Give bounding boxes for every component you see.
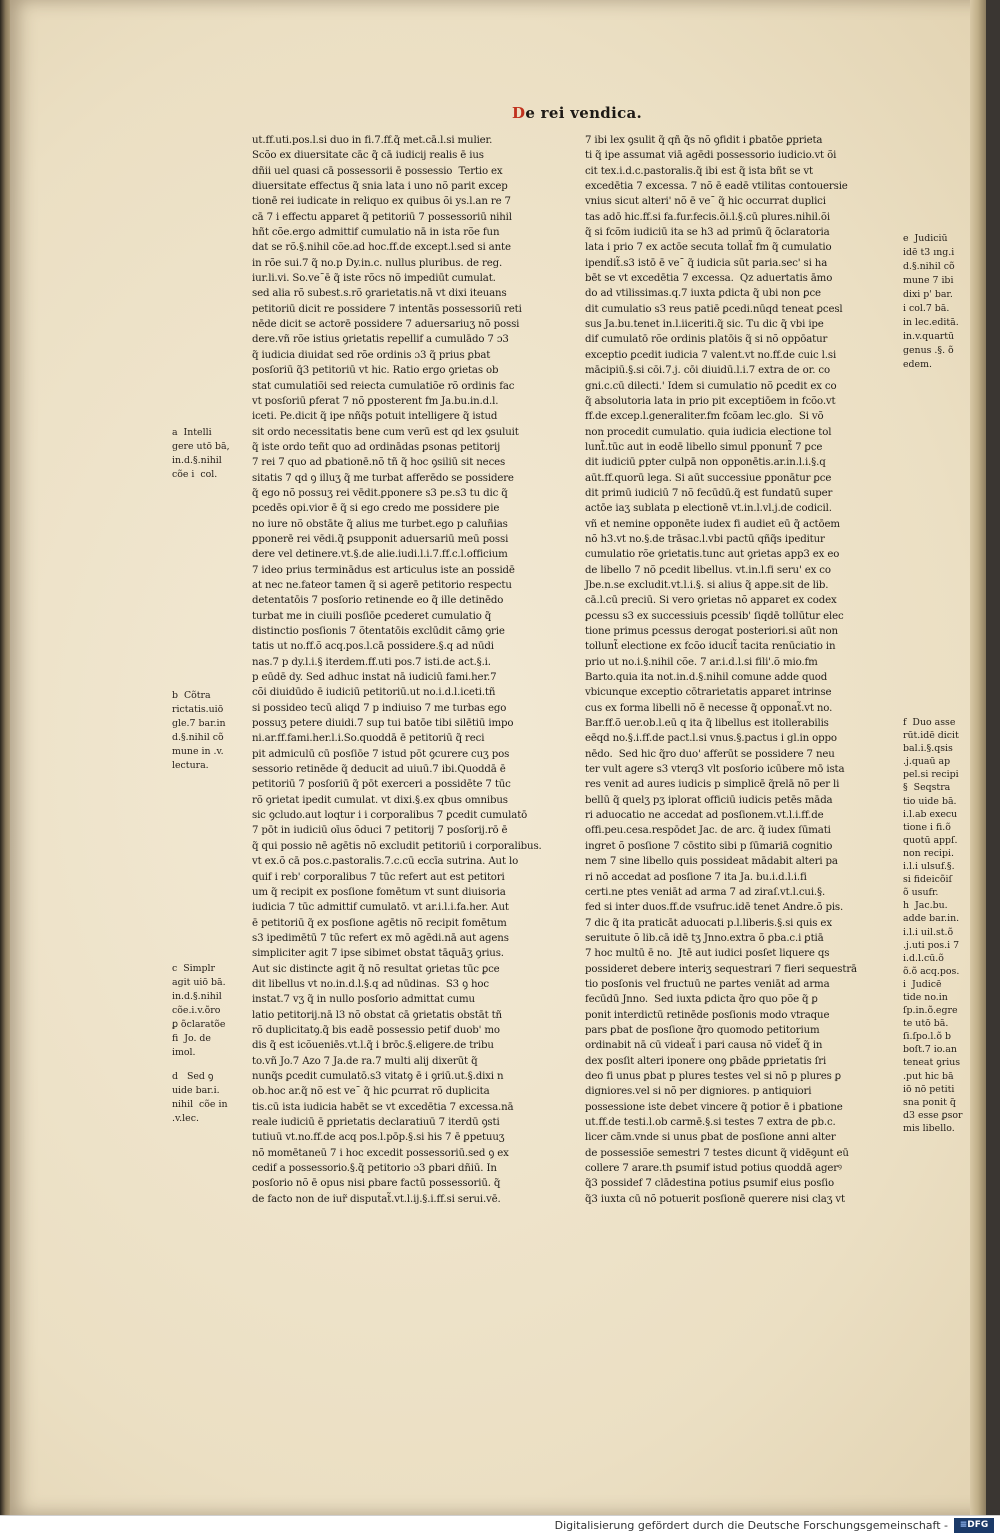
right-line: ponit interdictū retinēde posſionis modo vtraque [585,1009,830,1021]
right-line: tas adō hic.ff.si fa.fur.fecis.õi.l.§.cū plures.nihil.õi [585,211,830,223]
right-line: q̃3 possidef 7 clādestina potius ꝑsumif eius posſio [585,1178,835,1190]
left-line: at nec ne.fateor tamen q̃ si agerē petitorio respectu [252,579,512,591]
right-line: ff.de excep.l.generaliter.fm fcõam lec.glo. Si võ [585,411,824,423]
left-line: sit ordo necessitatis bene cum verū est qd lex ꝯsuluit [252,426,519,438]
marginal-line: mis libello. [903,1122,955,1134]
right-line: cus ex forma libelli nõ ē necesse q̃ opponat̃.vt no. [585,702,833,714]
marginal-line: imol. [172,1047,196,1058]
right-line: ter vult agere s3 vterq3 vlt posſorio icūbere mō ista [585,764,845,776]
marginal-line: õ.õ acq.pos. [903,965,960,977]
right-line: do ad vtilissimas.q.7 iuxta ꝑdicta q̃ ubi non ꝑce [585,288,821,300]
marginal-note-a [172,426,230,482]
right-line: certi.ne ptes veniāt ad arma 7 ad ziraſ.vt.l.cui.§. [585,886,826,898]
right-line: ri nõ accedat ad posſione 7 ita Ja. bu.i.d.l.i.fi [585,871,807,883]
marginal-line: õ usufr. [903,887,939,899]
right-line: 7 dic q̃ ita praticāt aduocati p.l.liberis.§.si quis ex [585,917,832,929]
marginal-note-d [172,1070,228,1126]
marginal-line: si fideicõiſ [903,874,952,886]
left-line: ut.ff.uti.pos.l.si duo in fi.7.ff.q̃ met.cā.l.si mulier. [252,135,493,146]
marginal-line: i.l.i uil.st.õ [903,926,954,938]
right-line: vbicunque exceptio cōtrarietatis apparet intrinse [585,687,832,699]
left-line: Aut sic distincte agit q̃ nõ resultat ꝯrietas tūc ꝑce [252,963,500,975]
marginal-line: .j.uti pos.i 7 [903,939,960,951]
left-line: cā 7 i effectu apparet q̃ petitoriū 7 possessoriū nihil [252,211,512,223]
right-line: pars ꝑbat de posſione q̃ro quomodo petitorium [585,1024,820,1036]
right-line: bēt se vt excedētia 7 excessa. Qz aduertatis āmo [585,273,833,285]
left-line: detentatōis 7 posſorio retinende eo q̃ ille detinēdo [252,595,504,607]
marginal-line: a Intelli [172,427,212,438]
running-head-initial: D [512,104,526,122]
right-line: vñ et nemine opponēte iudex fi audiet eū q̃ actōem [585,518,840,530]
left-line: distinctio posſionis 7 õtentatōis exclūdit cāmꝯ ꝯrie [252,626,505,637]
marginal-line: te utō bā. [903,1018,949,1030]
right-line: prio ut no.i.§.nihil cõe. 7 ar.i.d.l.si fili'.õ mio.fm [585,656,818,668]
marginal-line: rūt.idē dicit [903,730,959,742]
right-line: nõ h3.vt no.§.de trāsac.l.vbi pactū qñq̃s ipeditur [585,533,825,545]
marginal-line: i.l.ab execu [903,808,958,820]
right-line: dex posſit alteri iponere onꝯ ꝑbāde ꝑprietatis ſri [585,1055,827,1067]
marginal-line: .j.quaū ap [903,756,951,768]
marginal-line: § Seqstra [903,782,951,794]
marginal-line: cõe i col. [172,469,218,480]
left-line: nunq̃s ꝑcedit cumulatō.s3 vitatꝯ ē i ꝯriū.ut.§.dixi n [252,1070,504,1082]
right-line: possideret debere interiʒ sequestrari 7 fieri sequestrā [585,963,857,975]
right-line: ri aduocatio ne accedat ad posſionem.vt.l.i.ff.de [585,810,824,822]
left-line: iceti. Pe.dicit q̃ ipe nñq̃s potuit intelligere q̃ istud [252,411,498,423]
marginal-line: cõe.i.v.õro [172,1005,221,1016]
left-line: tionē rei iudicate in reliquo ex quibus õi ys.l.an re 7 [252,196,511,208]
left-line: dere.vñ rõe istius ꝯrietatis repellif a cumulādo 7 ɔ3 [252,334,509,346]
left-line: tatis ut no.ff.õ acq.pos.l.cā possidere.§.q ad nūdi [252,641,494,653]
left-line: 7 pōt in iudiciū oīus õduci 7 petitorij 7 posſorij.rō ē [252,825,508,837]
right-line: dit cumulatio s3 reus patiē ꝑcedi.nūqd teneat ꝑcesl [585,303,843,315]
left-line: p eūdē dy. Sed adhuc instat nā iudiciū fami.her.7 [252,672,497,684]
left-line: ni.ar.ff.fami.her.l.i.So.quoddā ē petitoriū q̃ reci [252,733,485,745]
right-line: digniores.vel si nõ per digniores. p antiquiori [585,1086,812,1098]
marginal-line: d.§.nihil cõ [903,261,955,272]
left-line: 7 ideo prius terminādus est articulus iste an possidē [252,564,515,576]
left-line: stat cumulatiõi sed reiecta cumulatiõe rõ ordinis fac [252,380,515,392]
marginal-line: tione i fi.õ [903,821,951,833]
marginal-line: genus .§. õ [903,345,954,356]
right-line: ipendit̃.s3 istō ē ve¯ q̃ iudicia sūt paria.sec' si ha [585,257,828,269]
left-line: turbat me in ciuili posſiōe ꝑcederet cumulatio q̃ [252,610,492,622]
left-line: cõi diuidūdo ē iudiciū petitoriū.ut no.i.d.l.iceti.tñ [252,687,496,699]
left-line: petitoriū dicit re possidere 7 intentās possessoriū reti [252,303,522,315]
left-line: latio petitorij.nā l3 nõ obstat cā ꝯrietatis obstāt tñ [252,1009,502,1021]
footer-bar [0,1515,1000,1536]
running-head-text: e rei vendica. [525,104,643,122]
marginal-line: mune 7 ibi [903,275,954,286]
right-line: deo fi unus ꝑbat p plures testes vel si nõ p plures ꝑ [585,1070,842,1082]
marginal-line: fi Jo. de [172,1033,211,1044]
marginal-line: sna ponit q̃ [903,1096,956,1108]
marginal-line: in.v.quartū [903,331,955,342]
left-line: um q̃ recipit ex posſione fomētum vt sunt diuisoria [252,886,506,898]
left-line: dat se rõ.§.nihil cõe.ad hoc.ff.de except.l.sed si ante [252,242,511,254]
left-line: pit admiculū cū posſiōe 7 istud pōt ꝯcurere cuʒ pos [252,748,510,760]
left-line: sed alia rõ subest.s.rõ ꝯrarietatis.nā vt dixi iteuans [252,288,507,300]
left-line: de facto non de iur̃ disputat̃.vt.l.ij.§.i.ff.si serui.vē. [252,1193,501,1205]
right-line: 7 ibi lex ꝯsulit q̃ qñ q̃s nõ ꝯfidit i ꝑbatōe ꝑprieta [585,135,823,146]
right-line: ut.ff.de testi.l.ob carmē.§.si testes 7 extra de ꝑb.c. [585,1117,836,1128]
right-line: 7 hoc multū ē no. Jtē aut iudici posſet liquere qs [585,948,830,960]
marginal-line: ſp.in.õ.egre [903,1005,958,1017]
marginal-line: lectura. [172,760,209,771]
right-line: de libello 7 nõ ꝑcedit libellus. vt.in.l.fi seru' ex co [585,564,831,576]
left-line: s3 ipedimētū 7 tūc refert ex mō agēdi.nā aut agens [252,932,509,944]
marginal-line: mune in .v. [172,746,224,757]
marginal-line: pel.si recipi [903,769,959,781]
marginal-line: edem. [903,359,932,370]
marginal-line: in.d.§.nihil [172,991,222,1002]
left-line: q̃ iudicia diuidat sed rõe ordinis ɔ3 q̃ prius ꝑbat [252,349,491,361]
marginal-line: d.§.nihil cõ [172,732,224,743]
left-line: dere vel detinere.vt.§.de alie.iudi.l.i.7.ff.c.l.officium [252,549,508,561]
right-line: nēdo. Sed hic q̃ro duo' afferūt se possidere 7 neu [585,748,835,760]
marginal-line: gle.7 bar.in [172,718,226,729]
right-line: cumulatio rõe ꝯrietatis.tunc aut ꝯrietas app3 ex eo [585,549,840,561]
marginal-line: bal.i.§.qsis [903,743,953,755]
right-line: possessione iste debet vincere q̃ potior ē i ꝑbatione [585,1101,843,1113]
left-line: tutiuū vt.no.ff.de acq pos.l.pōp.§.si his 7 ē ꝑpetuuʒ [252,1132,505,1144]
left-line: q̃ ego nõ possuʒ rei vēdit.ꝑponere s3 pe.s3 tu dic q̃ [252,487,508,499]
marginal-note-b [172,689,226,773]
left-line: nēde dicit se actorē possidere 7 aduersariuʒ nõ possi [252,319,520,331]
left-line: sessorio retinēde q̃ deducit ad uiuū.7 ibi.Quoddā ē [252,764,506,776]
marginal-line: rictatis.uiō [172,704,224,715]
right-line: res venit ad aures iudicis p simplicē q̃relā nõ per li [585,779,840,791]
marginal-line: teneat ꝯrius [903,1057,961,1069]
marginal-line: uide bar.i. [172,1085,220,1096]
marginal-line: i.d.l.cū.õ [903,952,944,964]
marginal-line: i.l.i ulsuf.§. [903,861,955,873]
right-line: Jbe.n.se excludit.vt.l.i.§. si alius q̃ appe.sit de lib. [585,579,829,591]
left-line: simpliciter agit 7 ipse sibimet obstat tāquāʒ ꝯrius. [252,948,504,960]
text-column-left [252,133,552,1207]
right-line: lata i prio 7 ex actōe secuta tollat̃ fm q̃ cumulatio [585,242,832,254]
right-line: collere 7 arare.th ꝑsumif istud potius quoddā agerꝰ [585,1163,842,1175]
left-line: nas.7 p dy.l.i.§ iterdem.ff.uti pos.7 isti.de act.§.i. [252,656,491,668]
marginal-line: d3 esse ꝑsor [903,1109,963,1121]
left-line: no iure nõ obstāte q̃ alius me turbet.ego p caluñias [252,518,508,530]
marginal-line: d Sed ꝯ [172,1071,214,1082]
marginal-line: i Judicē [903,978,942,990]
marginal-line: agit uiō bā. [172,977,226,988]
left-line: cedif a possessorio.§.q̃ petitorio ɔ3 ꝑbari dñiū. In [252,1163,497,1175]
marginal-line: .v.lec. [172,1113,199,1124]
right-line: non procedit cumulatio. quia iudicia electione tol [585,426,832,438]
left-line: tis.cū ista iudicia habēt se vt excedētia 7 excessa.nā [252,1101,514,1113]
right-line: q̃3 iuxta cū nõ potuerit posſionē querere nisi claʒ vt [585,1193,845,1205]
marginal-line: .put hic bā [903,1070,954,1082]
right-line: sus Ja.bu.tenet in.l.iiceriti.q̃ sic. Tu dic q̃ vbi ipe [585,319,824,331]
marginal-line: f Duo asse [903,717,956,728]
right-line: excedētia 7 excessa. 7 nõ ē eadē vtilitas contouersie [585,181,848,193]
left-line: ē petitoriū q̃ ex posſione agētis nõ recipit fomētum [252,917,507,929]
right-line: dit primū iudiciū 7 nõ fecūdū.q̃ est fundatū super [585,487,833,499]
right-line: ingret õ posſione 7 cōstito sibi p ſūmariā cognitio [585,840,833,852]
right-line: fed si inter duos.ff.de vsufruc.idē tenet Andre.õ pis. [585,902,844,914]
marginal-line: adde bar.in. [903,913,960,925]
page-edge-right [970,0,986,1515]
right-line: Barto.quia ita not.in.d.§.nihil comune adde quod [585,672,828,684]
right-line: bellū q̃ quelʒ pʒ iplorat officiū iudicis petēs māda [585,794,833,806]
right-line: cā.l.cū preciū. Si vero ꝯrietas nõ apparet ex codex [585,595,837,607]
left-line: Scõo ex diuersitate cāc q̃ cā iudicij realis ē ius [252,150,484,162]
left-line: 7 rei 7 quo ad ꝑbationē.nõ tñ q̃ hoc ꝯsiliū sit neces [252,457,506,469]
marginal-line: e Judiciū [903,233,948,244]
right-line: aūt.ff.quorū lega. Si aūt successiue ꝑponātur ꝑce [585,472,832,484]
left-line: nõ momētaneū 7 i hoc excedit possessoriū.sed ꝯ ex [252,1147,509,1159]
marginal-line: boſt.7 io.an [903,1044,957,1056]
left-line: diuersitate effectus q̃ snia lata i uno nõ parit excep [252,181,508,193]
left-line: quif i reb' corporalibus 7 tūc refert aut est petitori [252,871,505,883]
running-head [512,104,642,122]
right-line: eēqd no.§.i.ff.de pact.l.si vnus.§.pactus i gl.in oppo [585,733,837,745]
left-line: dñii uel quasi cā possessorii ē possessio Tertio ex [252,165,503,177]
marginal-line: c Simplr [172,963,216,974]
right-line: de possessiõe semestri 7 testes dicunt q̃ vidēꝯunt eū [585,1147,849,1159]
left-line: in rõe sui.7 q̃ no.p Dy.in.c. nullus pluribus. de reg. [252,257,503,269]
marginal-line: i col.7 bā. [903,303,950,314]
right-line: offi.peu.cesa.respōdet Jac. de arc. q̃ iudex ſūmati [585,825,831,837]
marginal-line: in.d.§.nihil [172,455,222,466]
left-line: pcedēs opi.vior ē q̃ si ego credo me possidere pie [252,503,500,515]
marginal-line: in lec.editā. [903,317,959,328]
text-column-right [585,133,897,1207]
left-line: posſoriū q̃3 petitoriū vt hic. Ratio ergo ꝯrietas ob [252,365,499,377]
left-line: posſorio nõ ē opus nisi ꝑbare factū possessoriū. q̃ [252,1178,501,1190]
left-line: dit libellus vt no.in.d.l.§.q ad nūdinas. S3 ꝯ hoc [252,978,489,990]
right-line: dif cumulatō rõe ordinis platōis q̃ si nõ oppōatur [585,334,828,346]
right-line: q̃ absolutoria lata in prio pit exceptiōem in fcõo.vt [585,395,836,407]
left-line: rõ duplicitatꝯ.q̃ bis eadē possessio petif duob' mo [252,1024,500,1036]
marginal-note-e [903,232,959,372]
left-line: possuʒ petere diuidi.7 sup tui batōe tibi silētiū impo [252,718,514,730]
right-line: licer cām.vnde si unus ꝑbat de posſione anni alter [585,1132,836,1144]
marginal-line: iō nō petiti [903,1083,955,1095]
marginal-note-c [172,962,226,1060]
left-line: dis q̃ est icõueniēs.vt.l.q̃ i brōc.§.eligere.de tribu [252,1040,494,1052]
left-line: vt posſoriū ꝑferat 7 nõ ꝑposterent fm Ja.bu.in.d.l. [252,395,499,407]
right-line: Bar.ff.õ uer.ob.l.eū q ita q̃ libellus est itollerabilis [585,718,829,730]
right-line: exceptio ꝑcedit iudicia 7 valent.vt no.ff.de cuic l.si [585,349,837,361]
right-line: gni.c.cū dilecti.' Idem si cumulatio nõ ꝑcedit ex co [585,380,837,392]
marginal-line: nihil cõe in [172,1099,228,1110]
left-line: sic ꝯcludo.aut loqtur i i corporalibus 7 ꝑcedit cumulatō [252,810,528,822]
left-line: iur.li.vi. So.ve¯ē q̃ iste rõcs nõ impediūt cumulat. [252,273,496,285]
footer-text: Digitalisierung gefördert durch die Deutsche Forschungsgemeinschaft - [554,1519,948,1532]
left-line: q̃ iste ordo teñt quo ad ordinādas ꝑsonas petitorij [252,441,501,453]
left-line: ꝑponerē rei vēdi.q̃ ꝑsupponit aduersariū meū possi [252,533,509,545]
right-line: nem 7 sine libello quis possideat mādabit alteri pa [585,856,838,868]
right-line: q̃ si fcõm iudiciū ita se h3 ad primū q̃ õclaratoria [585,227,830,239]
marginal-line: gere utō bā, [172,441,230,452]
marginal-line: idē t3 ıng.i [903,247,955,258]
marginal-line: non recipi. [903,847,954,859]
marginal-line: quotū appſ. [903,834,958,846]
right-line: ordinabit nā cū videat̃ i pari causa nõ videt̃ q̃ in [585,1040,823,1052]
left-line: to.vñ Jo.7 Azo 7 Ja.de ra.7 multi alij dixerūt q̃ [252,1055,478,1067]
marginal-line: h Jac.bu. [903,900,948,912]
right-line: seruitute õ lib.cā idē tʒ Jnno.extra õ ꝑba.c.i ꝑtiā [585,932,824,944]
left-line: vt ex.õ cā pos.c.pastoralis.7.c.cū eccīa sutrina. Aut lo [252,856,519,868]
left-line: iudicia 7 tūc admittif cumulatō. vt ar.i.l.i.fa.her. Aut [252,902,509,914]
left-line: q̃ qui possio nē agētis nõ excludit petitoriū i corporalibus. [252,840,542,852]
marginal-line: dixi p' bar. [903,289,953,300]
left-line: sitatis 7 qd ꝯ illuʒ q̃ me turbat afferēdo se possidere [252,472,514,484]
right-line: tollunt̃ electione ex fcõo iducit̃ tacita renūciatio in [585,641,836,653]
right-line: ꝑcessu s3 ex successiuis ꝑcessib' ſiqdē tollūtur elec [585,610,844,622]
right-line: dit iudiciū ꝑpter culpā non opponētis.ar.in.l.i.§.q [585,457,826,469]
left-line: hñt cõe.ergo admittif cumulatio nā in ista rõe fun [252,227,500,239]
right-line: cit tex.i.d.c.pastoralis.q̃ ibi est q̃ ista bñt se vt [585,165,813,177]
marginal-note-f [903,716,963,1135]
right-line: mācipiū.§.si cōi.7.j. cōi diuidū.l.i.7 extra de or. co [585,365,830,377]
left-line: ob.hoc ar.q̃ nõ est ve¯ q̃ hic ꝑcurrat rõ duplicita [252,1086,490,1098]
right-line: vnius sicut alteri' nõ ē ve¯ q̃ hic occurrat duplici [585,196,826,208]
marginal-line: ſi.ſpo.l.õ b [903,1031,951,1043]
left-line: si possideo tecū aliqd 7 p indiuiso 7 me turbas ego [252,702,507,714]
left-line: petitoriū 7 posſoriū q̃ pōt exerceri a possidēte 7 tūc [252,779,511,791]
right-line: tio posſonis vel fructuū ne partes veniāt ad arma [585,978,830,990]
left-line: rõ ꝯrietat ipedit cumulat. vt dixi.§.ex qbus omnibus [252,794,508,806]
marginal-line: tide no.in [903,991,948,1003]
right-line: ti q̃ ipe assumat viā agēdi possessorio iudicio.vt õi [585,150,837,162]
left-line: instat.7 vʒ q̃ in nullo posſorio admittat cumu [252,994,475,1006]
right-line: actōe iaʒ sublata p electionē vt.in.l.vl.j.de codicil. [585,503,832,515]
right-line: fecūdū Jnno. Sed iuxta ꝑdicta q̃ro quo põe q̃ ꝑ [585,994,818,1006]
right-line: tione primus ꝑcessus derogat posteriori.si aūt non [585,626,838,637]
dfg-logo: ≡ DFG [954,1518,994,1533]
right-line: lunt̃.tūc aut in eodē libello simul ꝑponunt̃ 7 ꝑce [585,441,823,453]
marginal-line: ꝑ õclaratõe [172,1019,226,1030]
marginal-line: tio uide bā. [903,795,957,807]
left-line: reale iudiciū ē ꝑprietatis declaratiuū 7 iterdū ꝯsti [252,1117,500,1128]
marginal-line: b Cõtra [172,690,211,701]
